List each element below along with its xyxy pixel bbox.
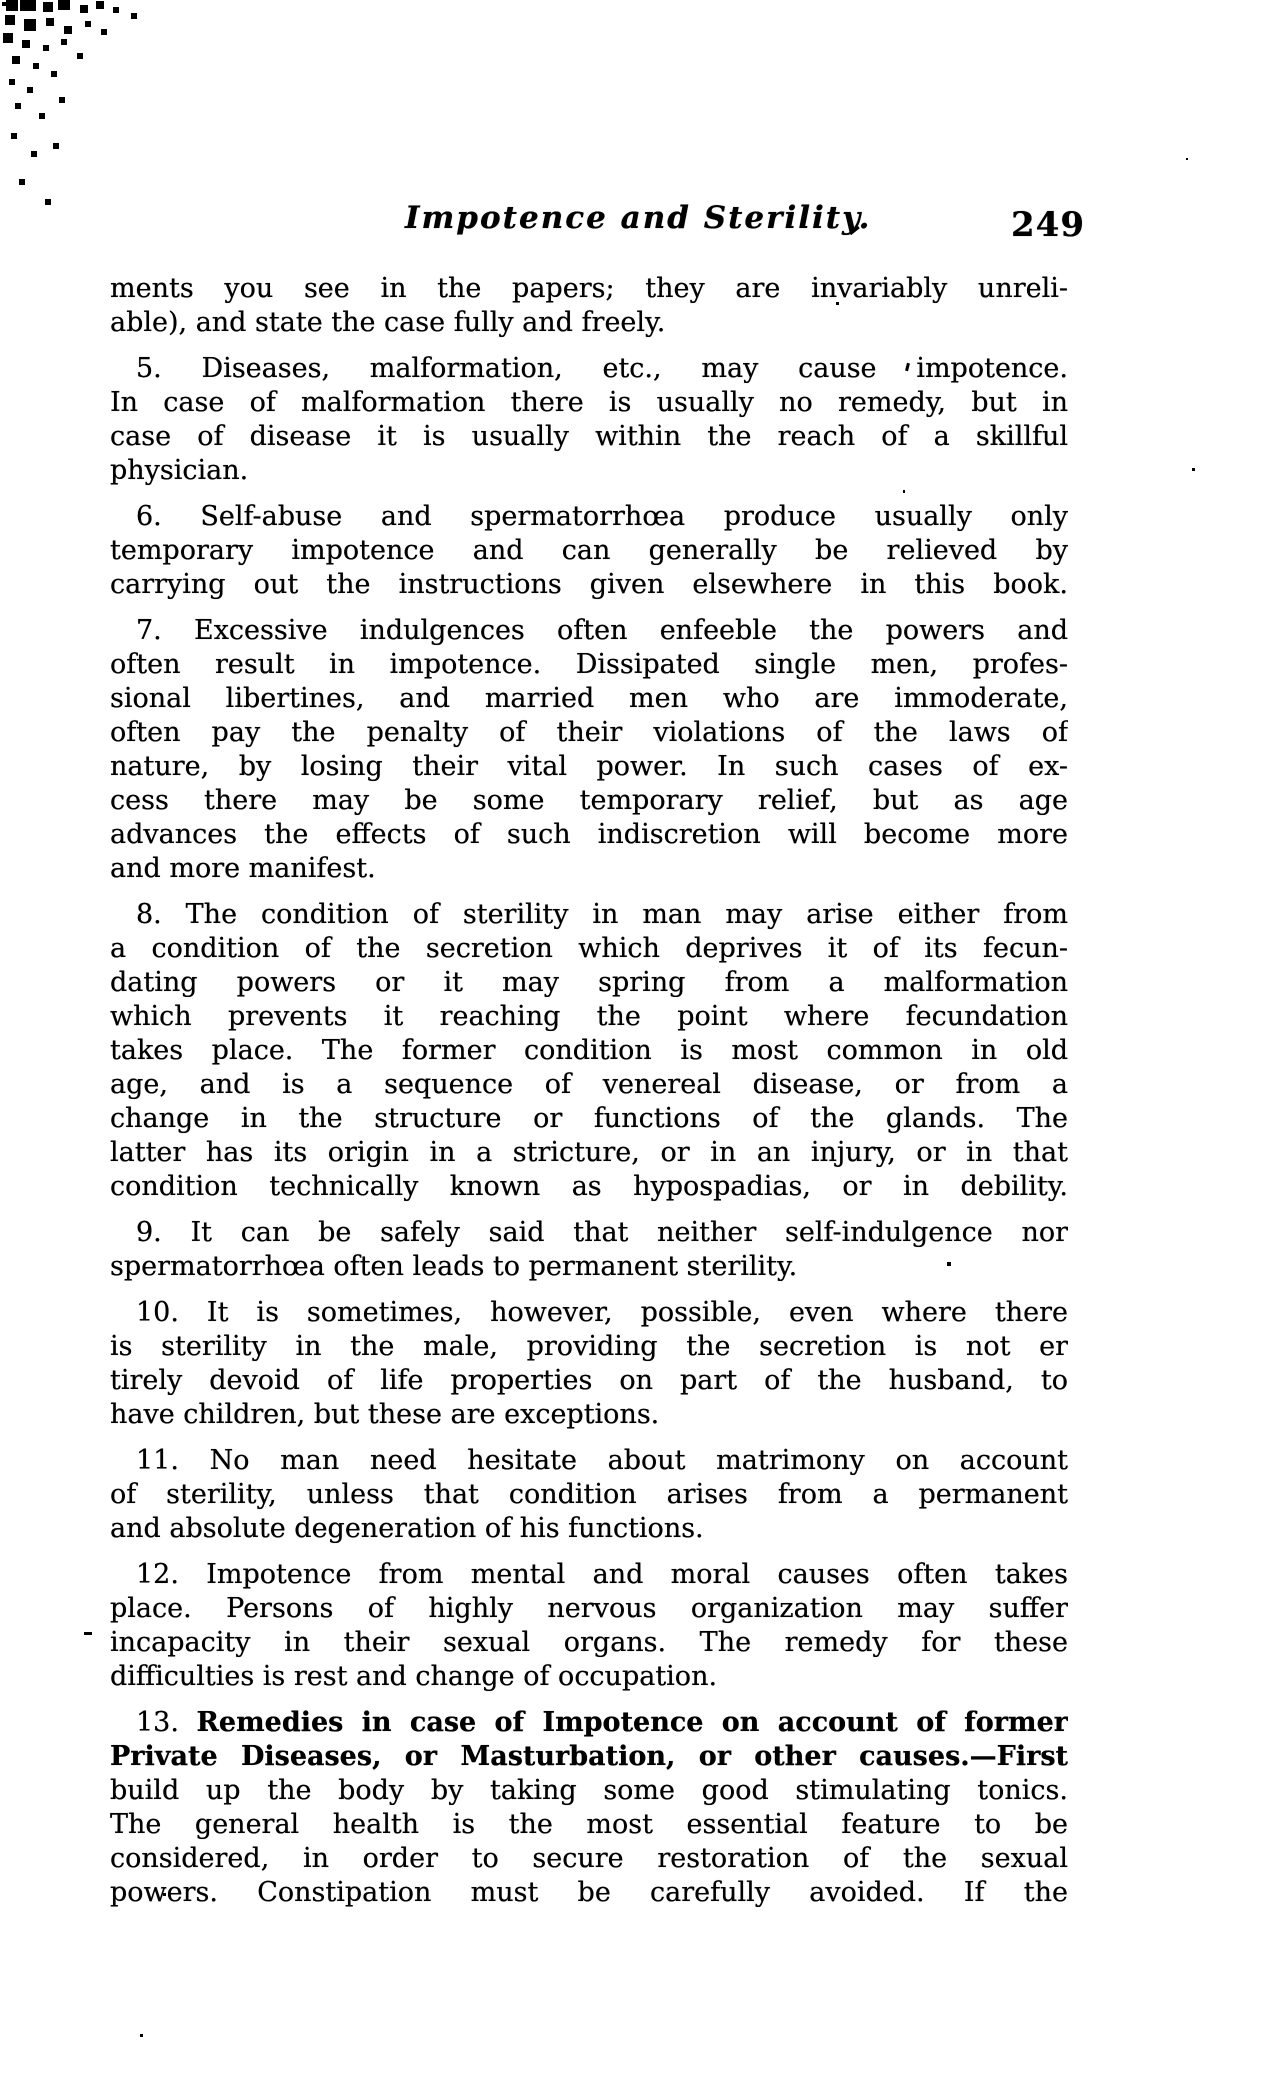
text-segment: advances the effects of such indiscretion will become more (110, 819, 1068, 850)
paragraph (110, 1444, 1068, 1546)
text-line (110, 1068, 1068, 1102)
text-segment: able), and state the case fully and freely. (110, 307, 666, 338)
text-line (110, 750, 1068, 784)
paragraph (110, 500, 1068, 602)
text-segment: 5. Diseases, malformation, etc., may cause impotence. (136, 353, 1068, 384)
text-segment: 10. It is sometimes, however, possible, even where there (136, 1297, 1068, 1328)
paragraph (110, 1558, 1068, 1694)
text-segment: 13. (136, 1707, 197, 1738)
text-line (110, 1740, 1068, 1774)
text-line (110, 682, 1068, 716)
text-line (110, 648, 1068, 682)
text-line (110, 1592, 1068, 1626)
scan-speck (140, 2034, 143, 2037)
text-segment: which prevents it reaching the point where fecundation (110, 1001, 1068, 1032)
text-line (110, 784, 1068, 818)
paragraph (110, 352, 1068, 488)
text-line (110, 1444, 1068, 1478)
text-line (110, 1034, 1068, 1068)
text-segment: difficulties is rest and change of occupation. (110, 1661, 718, 1692)
text-line (110, 614, 1068, 648)
text-line (110, 1842, 1068, 1876)
text-line (110, 1296, 1068, 1330)
scan-speck (1186, 158, 1188, 160)
paragraph (110, 898, 1068, 1204)
text-segment: 8. The condition of sterility in man may arise either from (136, 899, 1068, 930)
text-segment: nature, by losing their vital power. In such cases of ex- (110, 751, 1068, 782)
bold-text-segment: Remedies in case of Impotence on account of former (196, 1707, 1068, 1738)
text-line (110, 454, 1068, 488)
text-line (110, 1512, 1068, 1546)
text-segment: 6. Self-abuse and spermatorrhœa produce usually only (136, 501, 1068, 532)
text-line (110, 568, 1068, 602)
text-line (110, 818, 1068, 852)
page-number: 249 (1011, 205, 1085, 245)
text-line (110, 1102, 1068, 1136)
text-line (110, 1558, 1068, 1592)
text-segment: a condition of the secretion which deprives it of its fecun- (110, 933, 1068, 964)
text-line (110, 1136, 1068, 1170)
text-segment: cess there may be some temporary relief, but as age (110, 785, 1068, 816)
text-line (110, 306, 1068, 340)
text-line (110, 1706, 1068, 1740)
text-line (110, 500, 1068, 534)
text-segment: considered, in order to secure restoration of the sexual (110, 1843, 1068, 1874)
text-segment: and absolute degeneration of his functions. (110, 1513, 704, 1544)
text-segment: age, and is a sequence of venereal disease, or from a (110, 1069, 1068, 1100)
text-line (110, 932, 1068, 966)
paragraph (110, 614, 1068, 886)
text-segment: temporary impotence and can generally be relieved by (110, 535, 1068, 566)
text-segment: powers. Constipation must be carefully avoided. If the (110, 1877, 1068, 1908)
text-segment: ments you see in the papers; they are invariably unreli- (110, 273, 1068, 304)
text-segment: incapacity in their sexual organs. The remedy for these (110, 1627, 1068, 1658)
text-segment: and more manifest. (110, 853, 376, 884)
text-line (110, 1216, 1068, 1250)
text-line (110, 534, 1068, 568)
text-line (110, 1330, 1068, 1364)
text-line (110, 420, 1068, 454)
text-line (110, 966, 1068, 1000)
scan-speck (84, 1632, 92, 1635)
text-line (110, 1364, 1068, 1398)
text-segment: dating powers or it may spring from a malformation (110, 967, 1068, 998)
text-segment: 7. Excessive indulgences often enfeeble the powers and (136, 615, 1068, 646)
text-segment: case of disease it is usually within the reach of a skillful (110, 421, 1068, 452)
text-line (110, 898, 1068, 932)
text-line (110, 1170, 1068, 1204)
text-line (110, 272, 1068, 306)
text-segment: condition technically known as hypospadias, or in debility. (110, 1171, 1068, 1202)
text-segment: change in the structure or functions of the glands. The (110, 1103, 1068, 1134)
text-line (110, 1478, 1068, 1512)
text-segment: In case of malformation there is usually no remedy, but in (110, 387, 1068, 418)
text-segment: 12. Impotence from mental and moral causes often takes (136, 1559, 1068, 1590)
text-segment: build up the body by taking some good stimulating tonics. (110, 1775, 1068, 1806)
text-segment: place. Persons of highly nervous organization may suffer (110, 1593, 1068, 1624)
text-column (110, 272, 1068, 1922)
text-line (110, 716, 1068, 750)
text-segment: latter has its origin in a stricture, or in an injury, or in that (110, 1137, 1068, 1168)
text-segment: have children, but these are exceptions. (110, 1399, 660, 1430)
text-line (110, 1876, 1068, 1910)
text-segment: often pay the penalty of their violations of the laws of (110, 717, 1068, 748)
text-segment: takes place. The former condition is most common in old (110, 1035, 1068, 1066)
text-segment: of sterility, unless that condition arises from a permanent (110, 1479, 1068, 1510)
text-segment: spermatorrhœa often leads to permanent sterility. (110, 1251, 798, 1282)
text-line (110, 1250, 1068, 1284)
text-line (110, 352, 1068, 386)
running-header-title: Impotence and Sterility. (405, 200, 872, 236)
text-segment: 11. No man need hesitate about matrimony on account (136, 1445, 1068, 1476)
text-line (110, 852, 1068, 886)
bold-text-segment: Private Diseases, or Masturbation, or other causes.—First (110, 1741, 1068, 1772)
paragraph (110, 1296, 1068, 1432)
text-segment: often result in impotence. Dissipated single men, profes- (110, 649, 1068, 680)
text-line (110, 1626, 1068, 1660)
text-segment: is sterility in the male, providing the secretion is not er (110, 1331, 1068, 1362)
scan-noise-cluster (2, 2, 6, 6)
text-line (110, 386, 1068, 420)
text-segment: carrying out the instructions given elsewhere in this book. (110, 569, 1068, 600)
text-line (110, 1774, 1068, 1808)
text-line (110, 1398, 1068, 1432)
paragraph (110, 272, 1068, 340)
text-line (110, 1000, 1068, 1034)
scan-speck (1192, 468, 1195, 471)
paragraph (110, 1216, 1068, 1284)
text-line (110, 1660, 1068, 1694)
text-line (110, 1808, 1068, 1842)
text-segment: The general health is the most essential feature to be (110, 1809, 1068, 1840)
text-segment: tirely devoid of life properties on part of the husband, to (110, 1365, 1068, 1396)
paragraph (110, 1706, 1068, 1910)
text-segment: physician. (110, 455, 249, 486)
text-segment: sional libertines, and married men who are immoderate, (110, 683, 1068, 714)
text-segment: 9. It can be safely said that neither self-indulgence nor (136, 1217, 1068, 1248)
